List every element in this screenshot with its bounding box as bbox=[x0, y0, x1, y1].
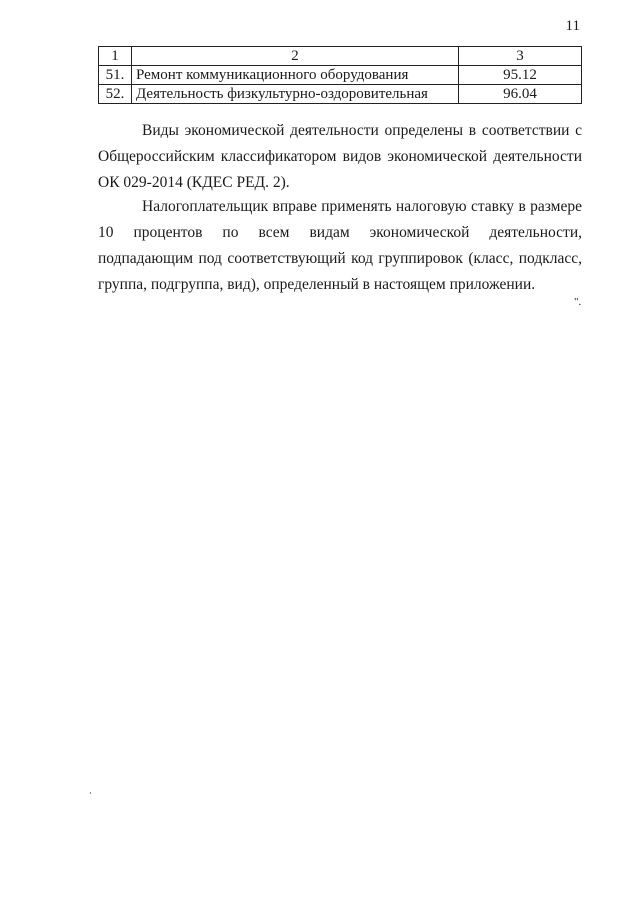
activity-code: 95.12 bbox=[459, 66, 582, 85]
row-number: 52. bbox=[99, 85, 132, 104]
activity-code: 96.04 bbox=[459, 85, 582, 104]
row-number: 51. bbox=[99, 66, 132, 85]
page-number: 11 bbox=[565, 18, 580, 34]
table-row bbox=[99, 85, 582, 104]
activity-table bbox=[98, 46, 582, 104]
table-row bbox=[99, 66, 582, 85]
table-header-cell: 2 bbox=[132, 47, 459, 66]
table-header-cell: 1 bbox=[99, 47, 132, 66]
activity-name: Ремонт коммуникационного оборудования bbox=[132, 66, 459, 85]
activity-name: Деятельность физкультурно-оздоровительная bbox=[132, 85, 459, 104]
table-header-cell: 3 bbox=[459, 47, 582, 66]
closing-quote-mark: ". bbox=[574, 296, 582, 308]
table-header-row bbox=[99, 47, 582, 66]
paragraph-classifier-reference: Виды экономической деятельности определены в соответствии с Общероссийским классификатором видов экономической деятельности ОК 029-2014 (КДЕС РЕД. 2). bbox=[98, 122, 582, 191]
scan-speck bbox=[90, 792, 91, 794]
paragraph-tax-rate: Налогоплательщик вправе применять налоговую ставку в размере 10 процентов по всем видам экономической деятельности, подпадающим под соответствующий код группировок (класс, подкласс, группа, подгруппа, вид), определенный в настоящем приложении. bbox=[98, 198, 582, 293]
